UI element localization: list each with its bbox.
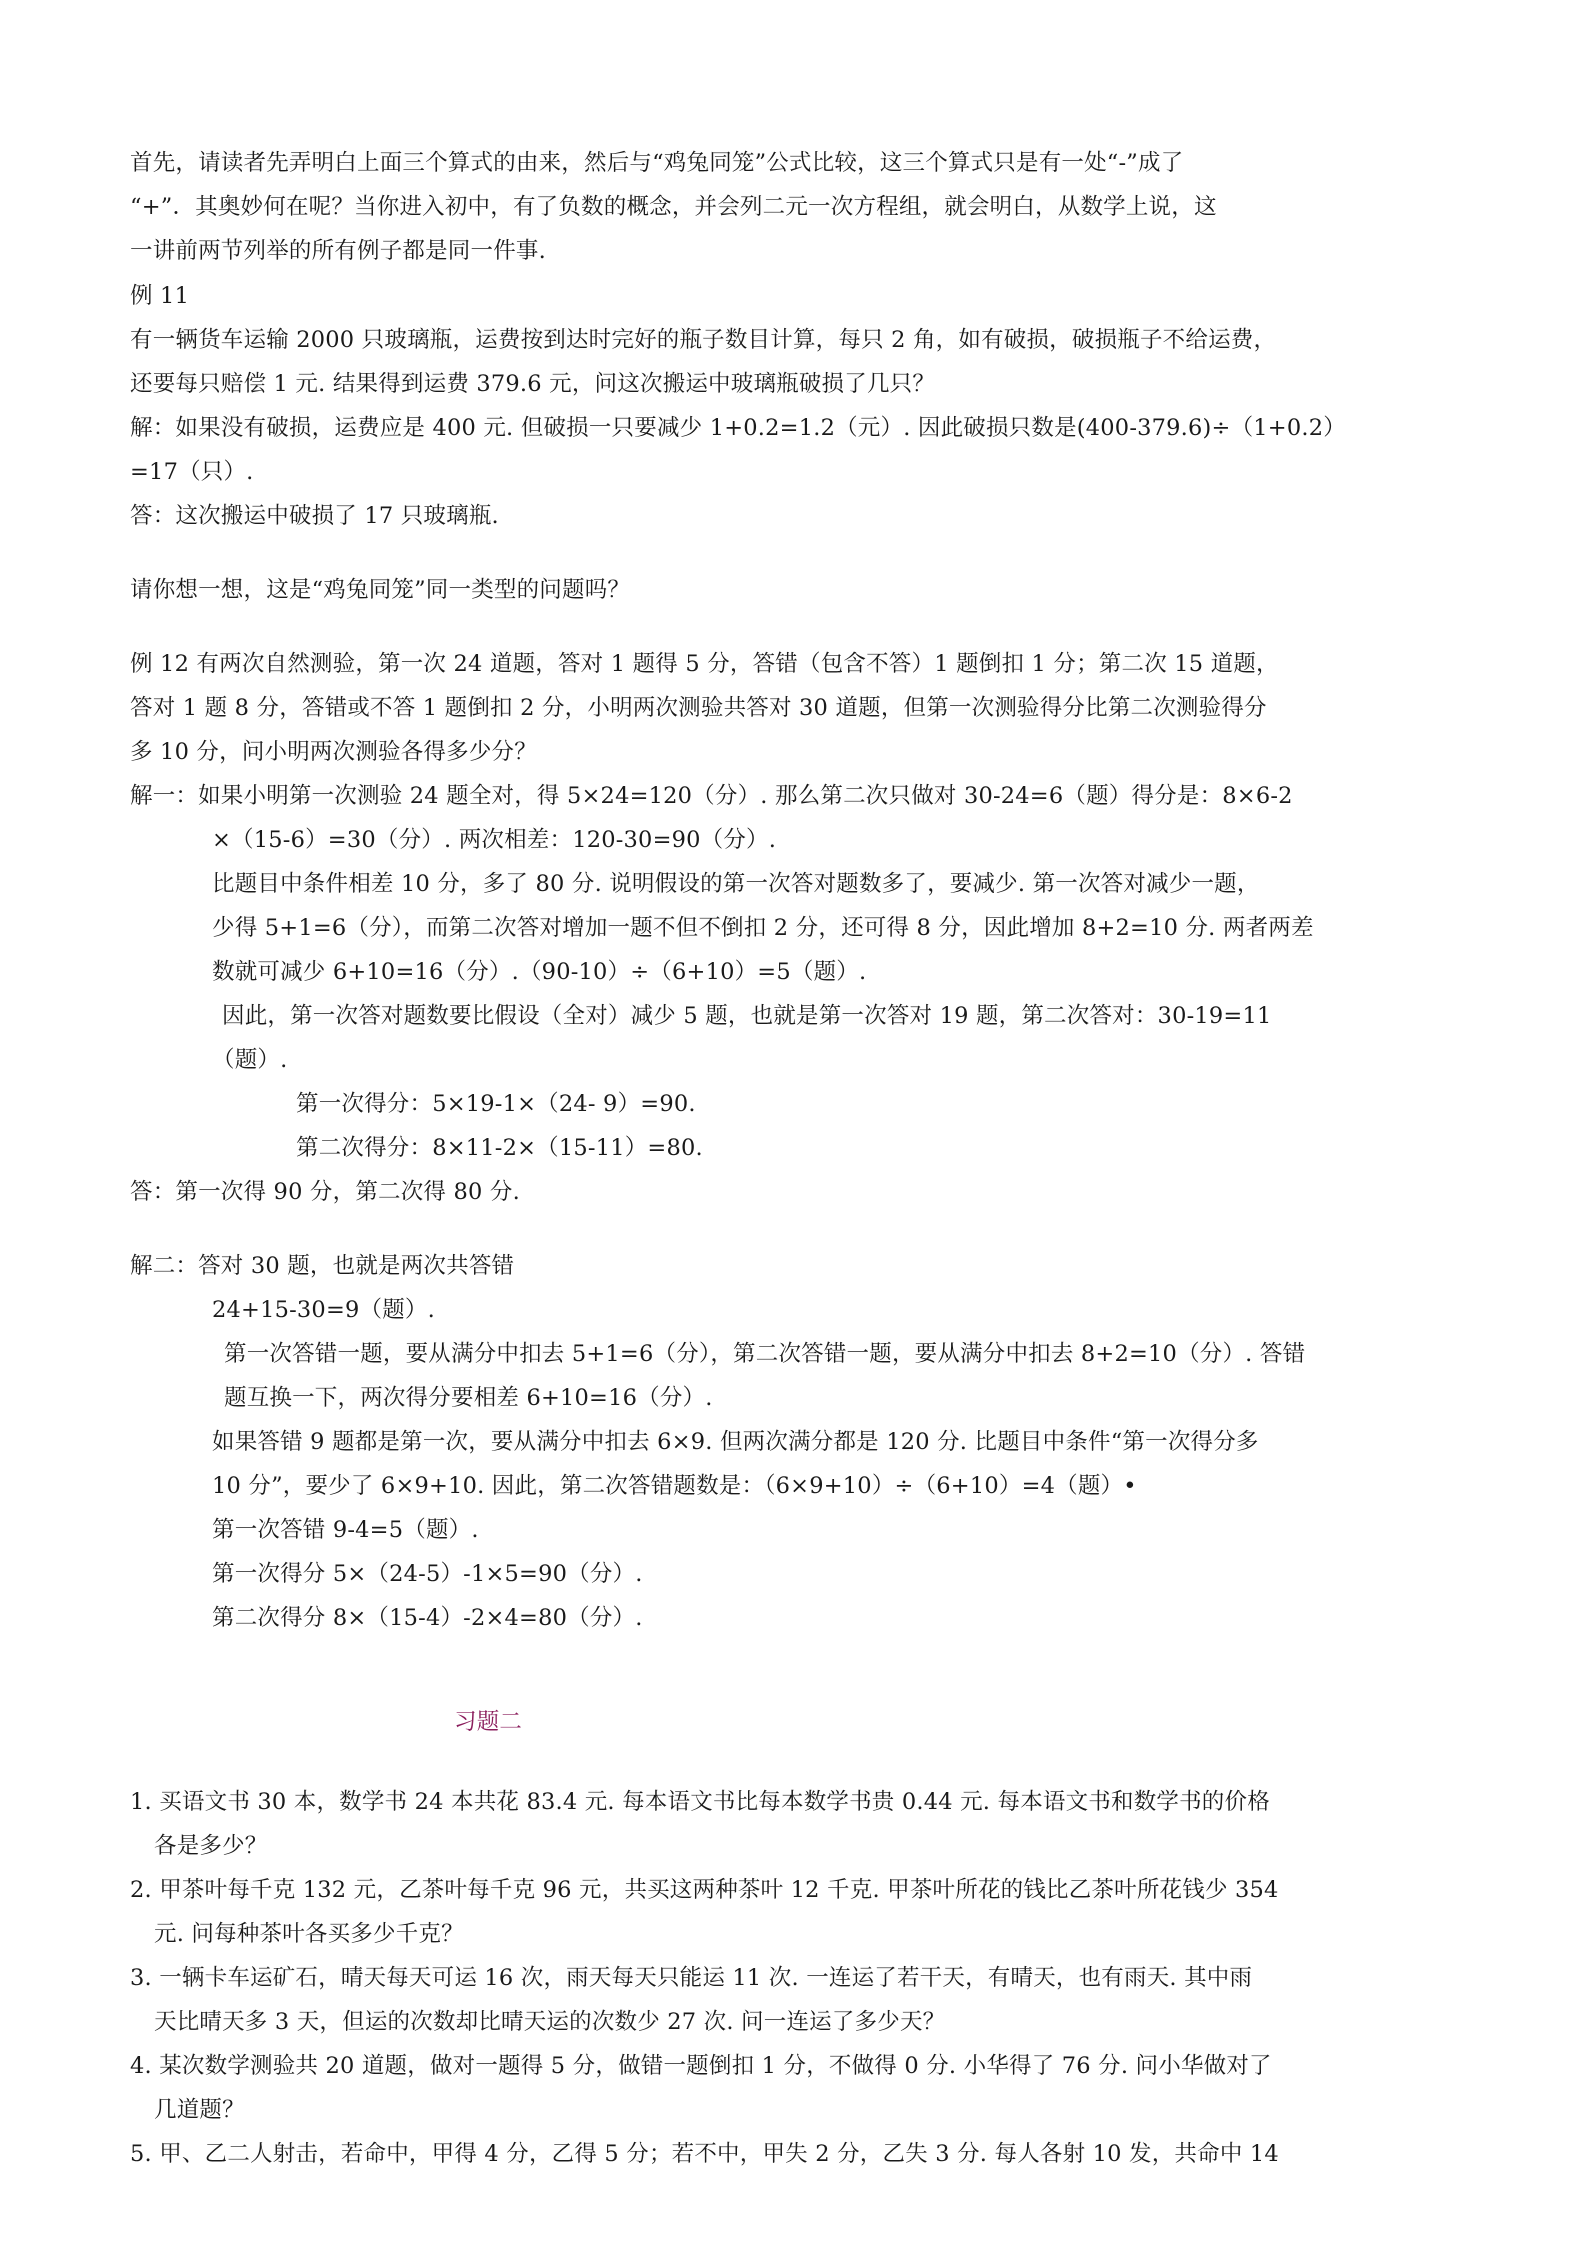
intro-line: 首先，请读者先弄明白上面三个算式的由来，然后与“鸡兔同笼”公式比较，这三个算式只是有一处“-”成了 [130,150,1184,176]
solution-1-line: （题）. [212,1047,288,1073]
solution-2-line: 解二：答对 30 题，也就是两次共答错 [130,1253,515,1279]
exercise-line: 1. 买语文书 30 本，数学书 24 本共花 83.4 元. 每本语文书比每本数学书贵 0.44 元. 每本语文书和数学书的价格 [130,1789,1270,1815]
solution-1-line: 比题目中条件相差 10 分，多了 80 分. 说明假设的第一次答对题数多了，要减少. 第一次答对减少一题， [212,871,1260,897]
solution-2-line: 如果答错 9 题都是第一次，要从满分中扣去 6×9. 但两次满分都是 120 分. 比题目中条件“第一次得分多 [212,1429,1259,1455]
example-11-solution-line: 解：如果没有破损，运费应是 400 元. 但破损一只要减少 1+0.2=1.2（元）. 因此破损只数是(400-379.6)÷（1+0.2） [130,415,1346,441]
example-12-problem-line: 答对 1 题 8 分，答错或不答 1 题倒扣 2 分，小明两次测验共答对 30 道题，但第一次测验得分比第二次测验得分 [130,695,1267,721]
exercise-line: 4. 某次数学测验共 20 道题，做对一题得 5 分，做错一题倒扣 1 分，不做得 0 分. 小华得了 76 分. 问小华做对了 [130,2053,1272,2079]
exercise-line: 元. 问每种茶叶各买多少千克？ [154,1921,464,1947]
solution-2-line: 10 分”，要少了 6×9+10. 因此，第二次答错题数是：（6×9+10）÷（6+10）=4（题）• [212,1473,1137,1499]
exercise-line: 2. 甲茶叶每千克 132 元，乙茶叶每千克 96 元，共买这两种茶叶 12 千克. 甲茶叶所花的钱比乙茶叶所花钱少 354 [130,1877,1279,1903]
solution-1-line: 解一：如果小明第一次测验 24 题全对，得 5×24=120（分）. 那么第二次只做对 30-24=6（题）得分是：8×6-2 [130,783,1293,809]
solution-2-line: 第一次答错一题，要从满分中扣去 5+1=6（分），第二次答错一题，要从满分中扣去 8+2=10（分）. 答错 [224,1341,1306,1367]
solution-2-line: 第二次得分 8×（15-4）-2×4=80（分）. [212,1605,643,1631]
exercise-line: 5. 甲、乙二人射击，若命中，甲得 4 分，乙得 5 分；若不中，甲失 2 分，乙失 3 分. 每人各射 10 发，共命中 14 [130,2141,1279,2167]
solution-1-line: 第一次得分：5×19-1×（24- 9）=90. [296,1091,696,1117]
solution-2-line: 第一次得分 5×（24-5）-1×5=90（分）. [212,1561,643,1587]
solution-1-line: ×（15-6）=30（分）. 两次相差：120-30=90（分）. [212,827,777,853]
exercises-heading: 习题二 [454,1709,523,1735]
example-11-think: 请你想一想，这是“鸡兔同笼”同一类型的问题吗？ [130,577,631,603]
solution-2-line: 24+15-30=9（题）. [212,1297,435,1323]
solution-2-line: 题互换一下，两次得分要相差 6+10=16（分）. [224,1385,713,1411]
example-11-solution-line: =17（只）. [130,459,254,485]
example-12-problem-line: 多 10 分，问小明两次测验各得多少分？ [130,739,537,765]
solution-1-line: 数就可减少 6+10=16（分）.（90-10）÷（6+10）=5（题）. [212,959,867,985]
solution-1-line: 第二次得分：8×11-2×（15-11）=80. [296,1135,703,1161]
exercise-line: 天比晴天多 3 天，但运的次数却比晴天运的次数少 27 次. 问一连运了多少天？ [154,2009,946,2035]
example-11-title: 例 11 [130,283,190,309]
example-11-problem-line: 还要每只赔偿 1 元. 结果得到运费 379.6 元，问这次搬运中玻璃瓶破损了几只？ [130,371,936,397]
exercise-line: 3. 一辆卡车运矿石，晴天每天可运 16 次，雨天每天只能运 11 次. 一连运了若干天，有晴天，也有雨天. 其中雨 [130,1965,1253,1991]
exercise-line: 几道题？ [154,2097,245,2123]
example-11-answer: 答：这次搬运中破损了 17 只玻璃瓶. [130,503,499,529]
solution-1-line: 少得 5+1=6（分），而第二次答对增加一题不但不倒扣 2 分，还可得 8 分，因此增加 8+2=10 分. 两者两差 [212,915,1314,941]
exercise-line: 各是多少？ [154,1833,268,1859]
example-12-problem-line: 例 12 有两次自然测验，第一次 24 道题，答对 1 题得 5 分，答错（包含不答）1 题倒扣 1 分；第二次 15 道题， [130,651,1279,677]
intro-line: 一讲前两节列举的所有例子都是同一件事. [130,238,546,264]
example-12-answer: 答：第一次得 90 分，第二次得 80 分. [130,1179,520,1205]
example-11-problem-line: 有一辆货车运输 2000 只玻璃瓶，运费按到达时完好的瓶子数目计算，每只 2 角，如有破损，破损瓶子不给运费， [130,327,1277,353]
solution-2-line: 第一次答错 9-4=5（题）. [212,1517,479,1543]
intro-line: “+”．其奥妙何在呢？当你进入初中，有了负数的概念，并会列二元一次方程组，就会明白，从数学上说，这 [130,194,1217,220]
solution-1-line: 因此，第一次答对题数要比假设（全对）减少 5 题，也就是第一次答对 19 题，第二次答对：30-19=11 [222,1003,1272,1029]
